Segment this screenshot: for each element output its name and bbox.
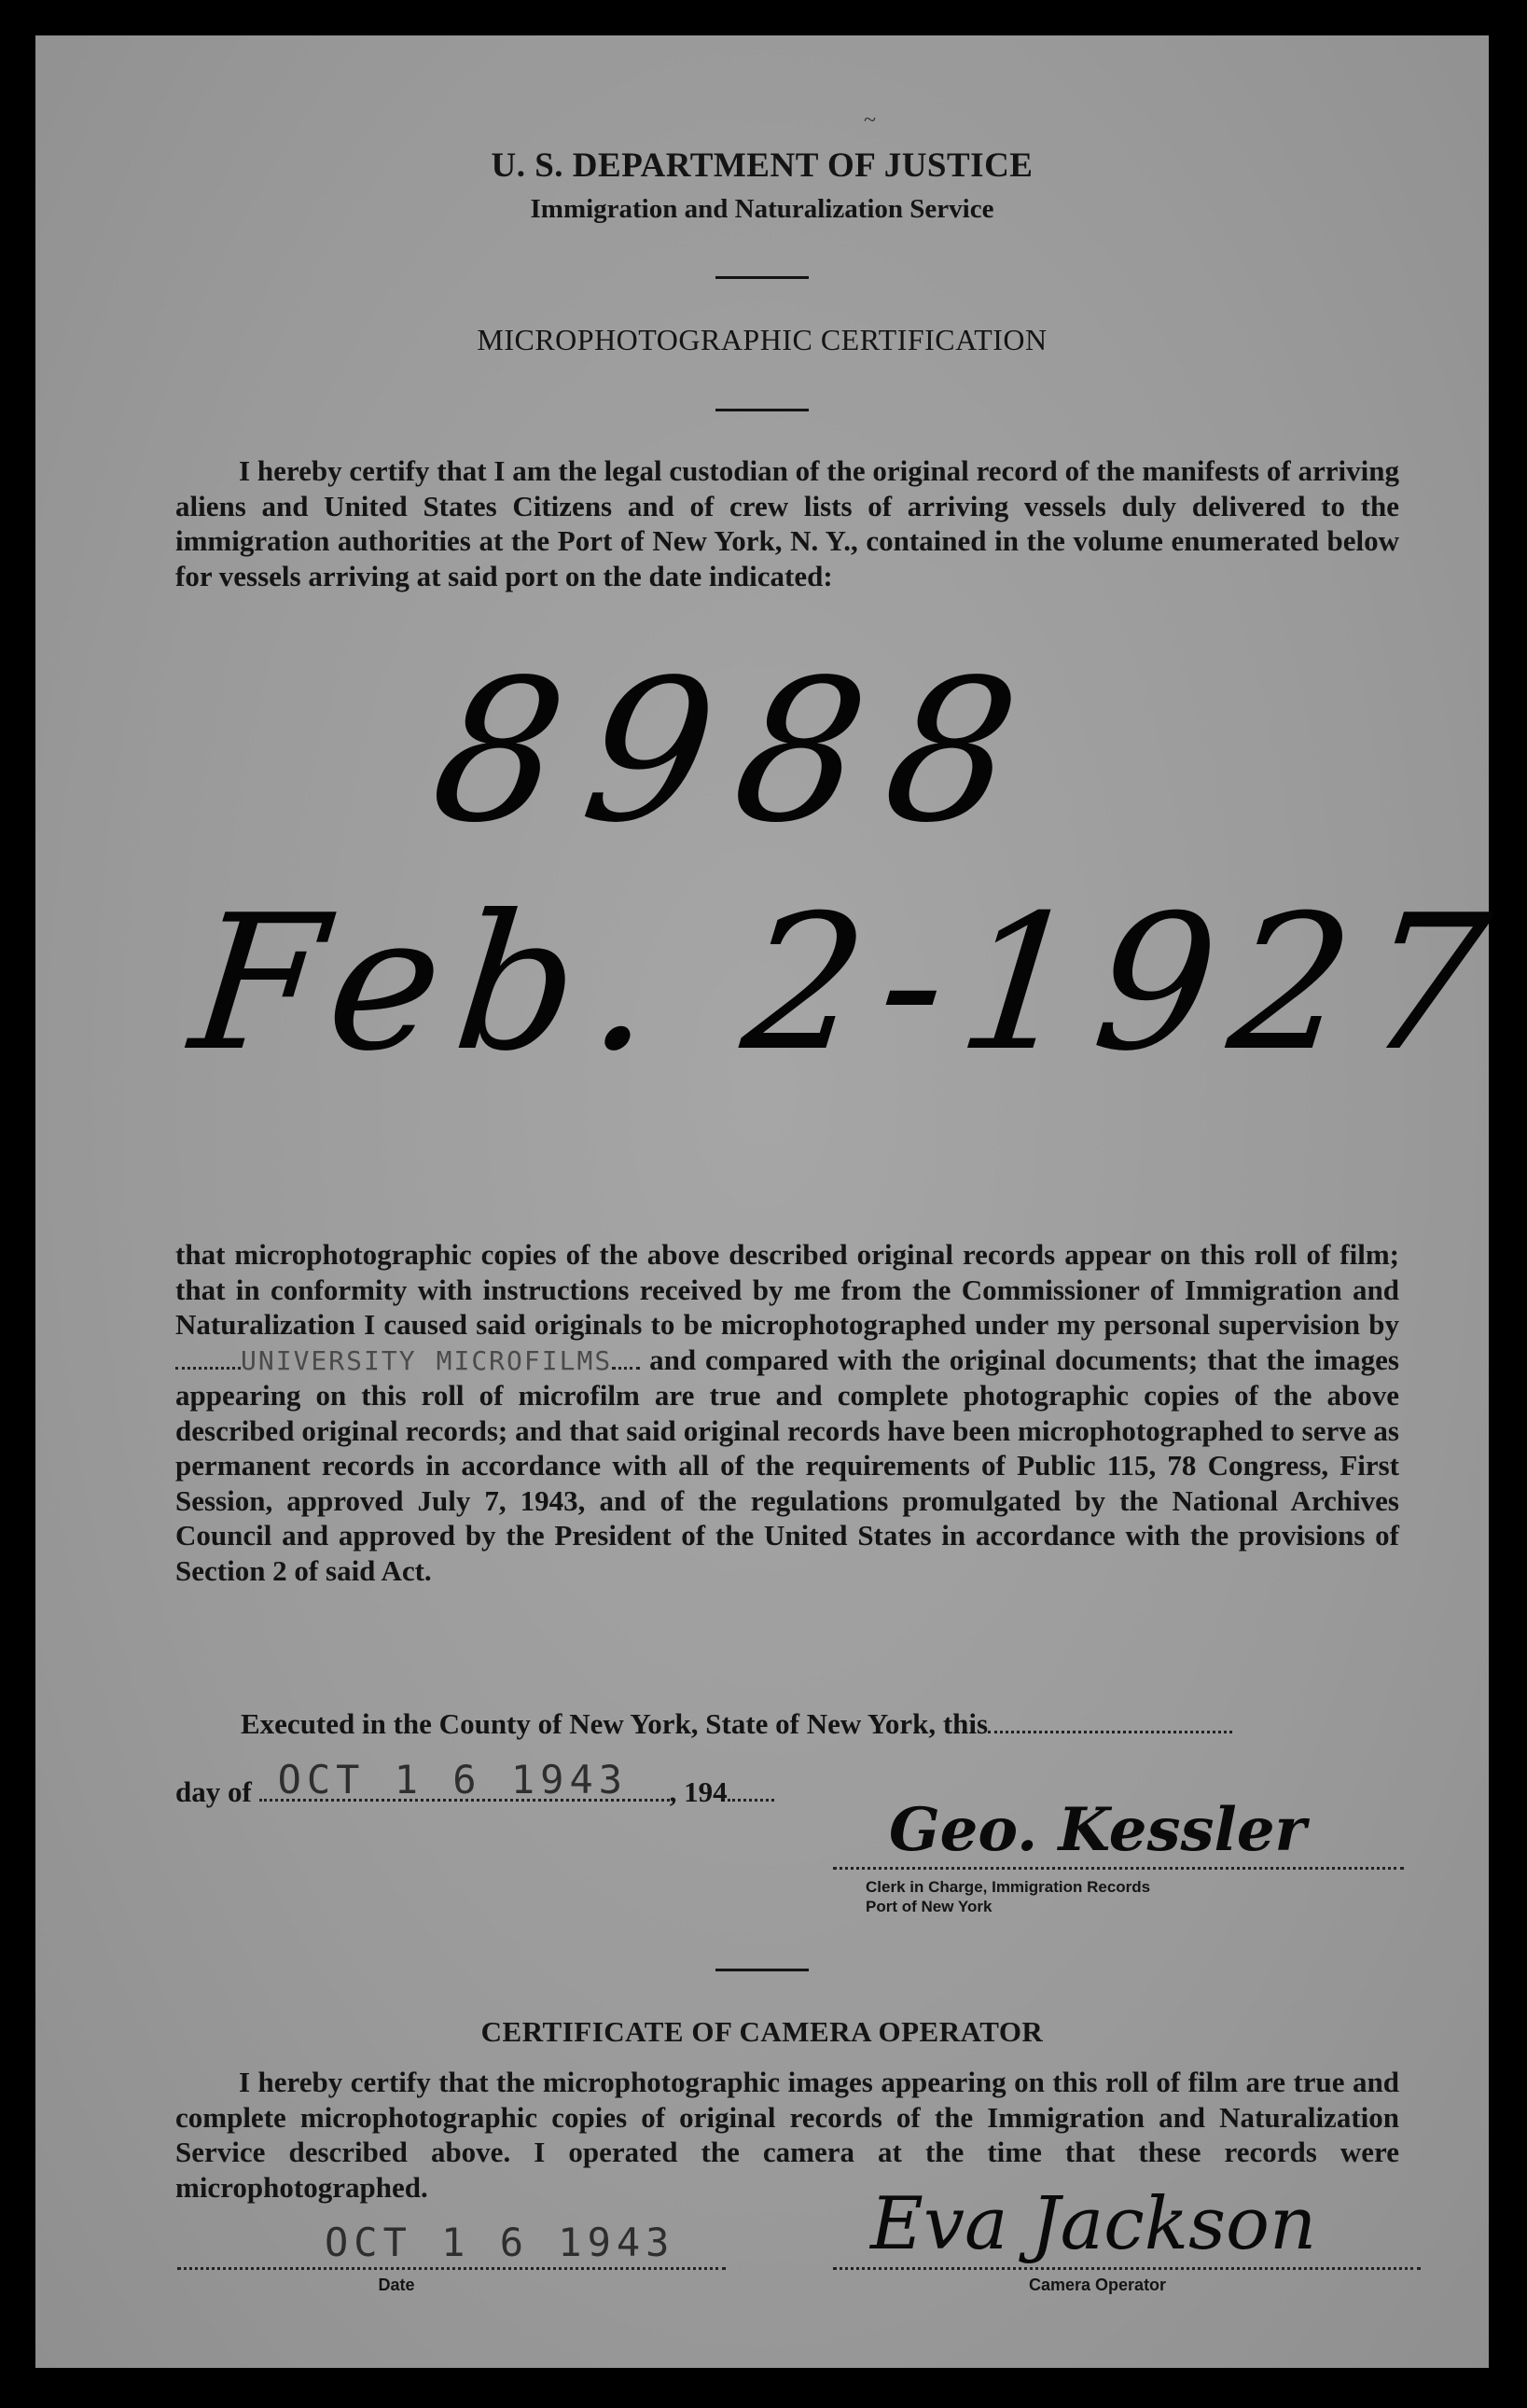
day-date-stamp: OCT 1 6 1943 — [277, 1757, 629, 1803]
filmed-by-typed: UNIVERSITY MICROFILMS — [241, 1344, 613, 1376]
clerk-title: Clerk in Charge, Immigration Records — [866, 1878, 1151, 1896]
clerk-port: Port of New York — [866, 1898, 993, 1915]
operator-label: Camera Operator — [1029, 2276, 1167, 2294]
dotted-fill — [988, 1731, 1232, 1733]
day-of-line: day of OCT 1 6 1943 , 194 — [175, 1775, 774, 1809]
service-subheading: Immigration and Naturalization Service — [530, 194, 994, 224]
executed-text: Executed in the County of New York, State of New York, this — [241, 1707, 989, 1740]
dotted-fill — [612, 1367, 640, 1370]
date-label: Date — [378, 2276, 415, 2294]
handwritten-volume-date: Feb. 2-1927 — [182, 875, 1515, 1093]
camera-certificate-title: CERTIFICATE OF CAMERA OPERATOR — [480, 2015, 1044, 2048]
operator-date-stamp: OCT 1 6 1943 — [325, 2220, 675, 2265]
divider-rule — [715, 1969, 809, 1971]
department-heading: U. S. DEPARTMENT OF JUSTICE — [491, 146, 1034, 185]
microfilm-paragraph — [175, 1237, 1399, 1588]
operator-signature-line — [833, 2267, 1421, 2270]
date-line — [177, 2267, 726, 2270]
year-prefix: 194 — [684, 1775, 728, 1808]
divider-rule — [715, 276, 809, 279]
day-of-label: day of — [175, 1775, 252, 1808]
date-block — [177, 2219, 726, 2295]
certification-title: MICROPHOTOGRAPHIC CERTIFICATION — [477, 323, 1048, 356]
corner-mark: ~ — [864, 108, 876, 132]
operator-signature-block — [833, 2181, 1439, 2295]
camera-paragraph: I hereby certify that the microphotographic images appearing on this roll of film are true and complete microphotographic copies of original records of the Immigration and Naturalization Service described above. I operated the camera at the time that these records were microphotographed. — [175, 2066, 1399, 2204]
signature-line — [833, 1867, 1404, 1870]
clerk-signature: Geo. Kessler — [889, 1795, 1307, 1865]
certificate-page — [35, 35, 1515, 2368]
handwritten-volume-number: 8988 — [420, 637, 1056, 866]
microfilm-paragraph-intro: that microphotographic copies of the above described original records appear on this roll of film; that in conformity with instructions received by me from the Commissioner of Immigration and Naturalization I caused said originals to be microphotographed under my personal supervision by — [175, 1238, 1399, 1341]
operator-signature: Eva Jackson — [870, 2182, 1317, 2266]
dotted-fill — [728, 1799, 774, 1802]
clerk-signature-block — [833, 1794, 1404, 1916]
custodian-paragraph: I hereby certify that I am the legal custodian of the original record of the manifests of arriving aliens and United States Citizens and of crew lists of arriving vessels duly delivered to the immigration authorities at the Port of New York, N. Y., contained in the volume enumerated below for vessels arriving at said port on the date indicated: — [175, 454, 1399, 592]
microfilm-paragraph-rest: and compared with the original documents; that the images appearing on this roll of microfilm are true and complete photographic copies of the above described original records; and that said original records have been microphotographed to serve as permanent records in accordance with all of the requirements of Public 115, 78 Congress, First Session, approved July 7, 1943, and of the regulations promulgated by the National Archives Council and approved by the President of the United States in accordance with the provisions of Section 2 of said Act. — [175, 1343, 1399, 1587]
divider-rule — [715, 409, 809, 411]
executed-line — [241, 1707, 1232, 1741]
dotted-fill — [175, 1367, 241, 1370]
